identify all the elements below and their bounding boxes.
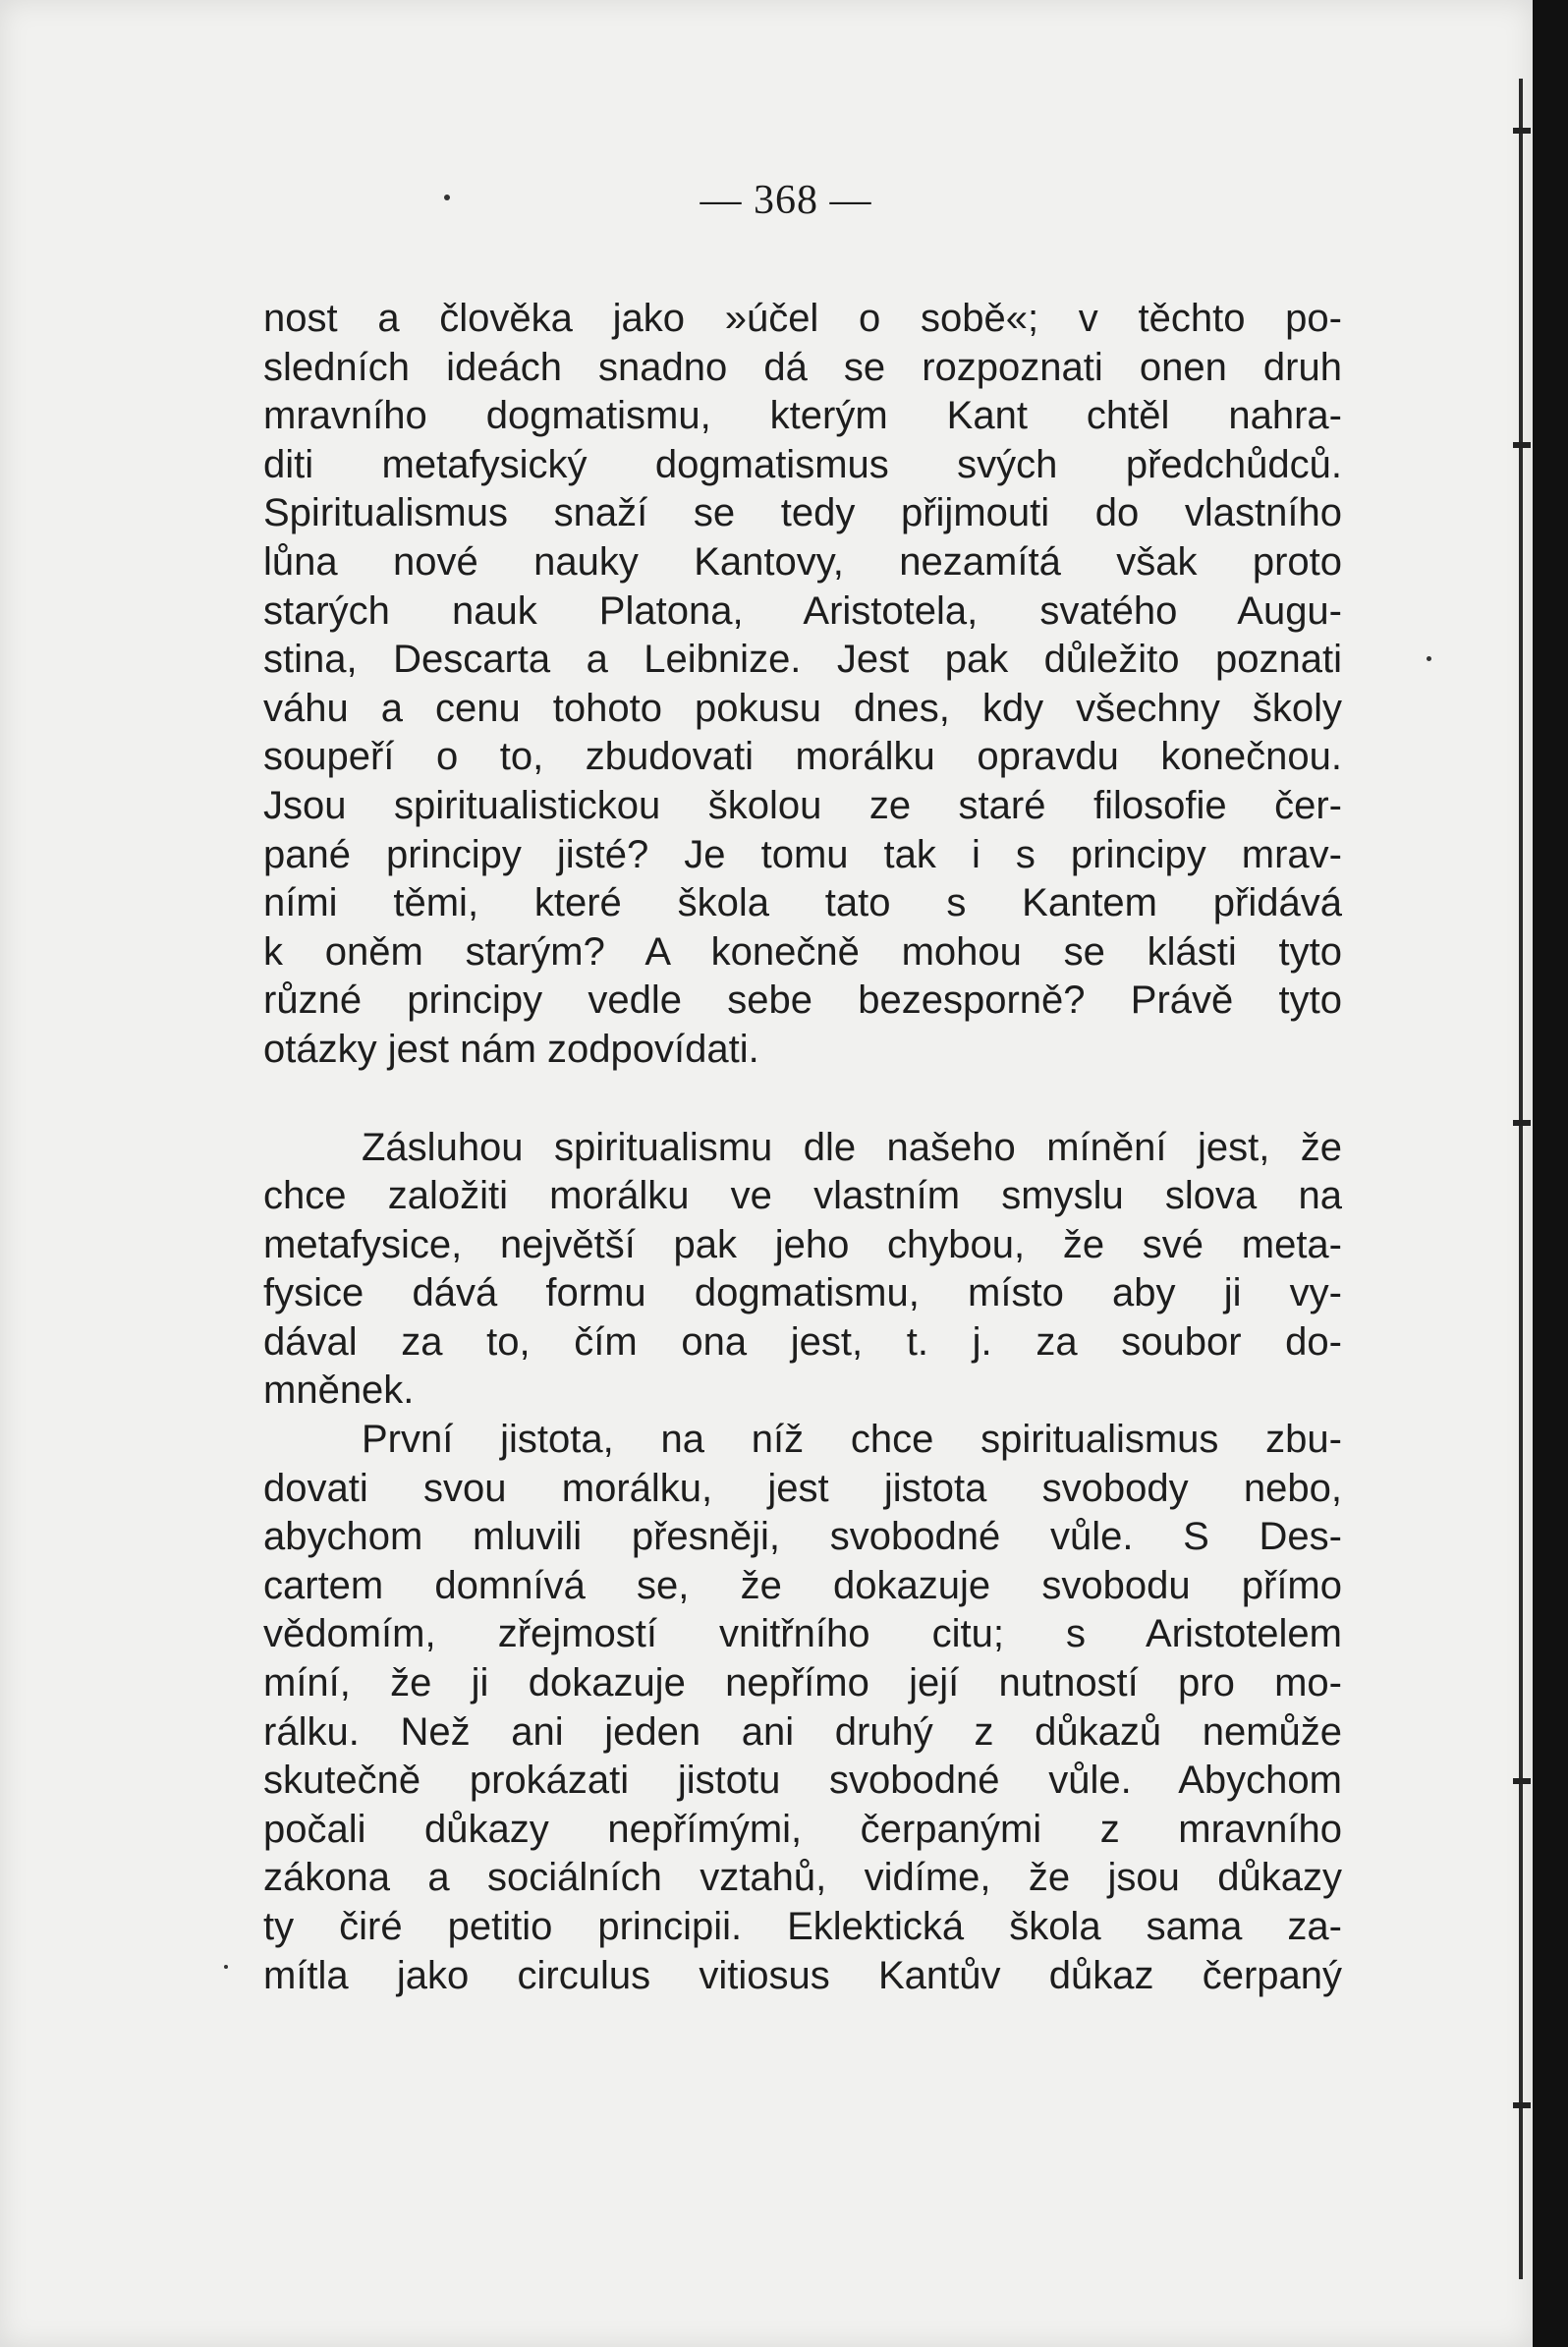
- page-edge-tick: [1513, 1120, 1531, 1126]
- body-text: [263, 295, 1342, 2000]
- text-line: k oněm starým? A konečně mohou se klásti tyto: [263, 929, 1342, 974]
- text-line: otázky jest nám zodpovídati.: [263, 1027, 759, 1071]
- text-line: cartem domnívá se, že dokazuje svobodu přímo: [263, 1563, 1342, 1607]
- text-line: lůna nové nauky Kantovy, nezamítá však proto: [263, 539, 1342, 584]
- text-line: soupeří o to, zbudovati morálku opravdu konečnou.: [263, 735, 1342, 779]
- text-line: mněnek.: [263, 1369, 415, 1413]
- paragraph-gap: [263, 1075, 1342, 1124]
- scan-border: [1533, 0, 1568, 2347]
- paragraph-1: [263, 295, 1342, 1075]
- text-line: abychom mluvili přesněji, svobodné vůle. S Des-: [263, 1515, 1342, 1559]
- text-line: rálku. Než ani jeden ani druhý z důkazů nemůže: [263, 1709, 1342, 1754]
- text-line: skutečně prokázati jistotu svobodné vůle. Abychom: [263, 1759, 1342, 1803]
- text-line: mravního dogmatismu, kterým Kant chtěl nahra-: [263, 394, 1342, 438]
- text-line: starých nauk Platona, Aristotela, svatého Augu-: [263, 588, 1342, 633]
- text-line: mítla jako circulus vitiosus Kantův důkaz čerpaný: [263, 1953, 1342, 1997]
- page-edge-tick: [1513, 128, 1531, 134]
- text-line: metafysice, největší pak jeho chybou, že své meta-: [263, 1222, 1342, 1266]
- text-line: míní, že ji dokazuje nepřímo její nutností pro mo-: [263, 1661, 1342, 1705]
- text-line: vědomím, zřejmostí vnitřního citu; s Aristotelem: [263, 1612, 1342, 1656]
- text-line: Spiritualismus snaží se tedy přijmouti do vlastního: [263, 491, 1342, 535]
- text-line: Zásluhou spiritualismu dle našeho mínění jest, že: [362, 1125, 1342, 1169]
- text-line: Jsou spiritualistickou školou ze staré filosofie čer-: [263, 783, 1342, 827]
- text-line: sledních ideách snadno dá se rozpoznati onen druh: [263, 345, 1342, 389]
- text-line: stina, Descarta a Leibnize. Jest pak důležito poznati: [263, 638, 1342, 682]
- text-line: počali důkazy nepřímými, čerpanými z mravního: [263, 1807, 1342, 1851]
- text-line: První jistota, na níž chce spiritualismus zbu-: [362, 1418, 1342, 1462]
- text-line: různé principy vedle sebe bezesporně? Právě tyto: [263, 978, 1342, 1023]
- text-line: váhu a cenu tohoto pokusu dnes, kdy všechny školy: [263, 686, 1342, 730]
- page-edge-tick: [1513, 2102, 1531, 2108]
- ink-speck: [1427, 656, 1431, 661]
- ink-speck: [224, 1965, 228, 1969]
- paragraph-3: [263, 1416, 1342, 2000]
- text-line: ními těmi, které škola tato s Kantem přidává: [263, 881, 1342, 925]
- text-line: ty čiré petitio principii. Eklektická škola sama za-: [263, 1905, 1342, 1948]
- page-number: — 368 —: [700, 178, 872, 223]
- paragraph-2: [263, 1124, 1342, 1417]
- text-line: dovati svou morálku, jest jistota svobody nebo,: [263, 1466, 1342, 1510]
- text-line: dával za to, čím ona jest, t. j. za soubor do-: [263, 1319, 1342, 1364]
- page-edge-tick: [1513, 442, 1531, 448]
- page-edge-tick: [1513, 1778, 1531, 1784]
- text-line: nost a člověka jako »účel o sobě«; v těchto po-: [263, 297, 1342, 340]
- text-line: fysice dává formu dogmatismu, místo aby ji vy-: [263, 1271, 1342, 1315]
- text-line: zákona a sociálních vztahů, vidíme, že jsou důkazy: [263, 1856, 1342, 1900]
- text-line: diti metafysický dogmatismus svých předchůdců.: [263, 442, 1342, 486]
- page-edge-line: [1519, 79, 1523, 2279]
- text-line: pané principy jisté? Je tomu tak i s principy mrav-: [263, 832, 1342, 876]
- text-line: chce založiti morálku ve vlastním smyslu slova na: [263, 1174, 1342, 1218]
